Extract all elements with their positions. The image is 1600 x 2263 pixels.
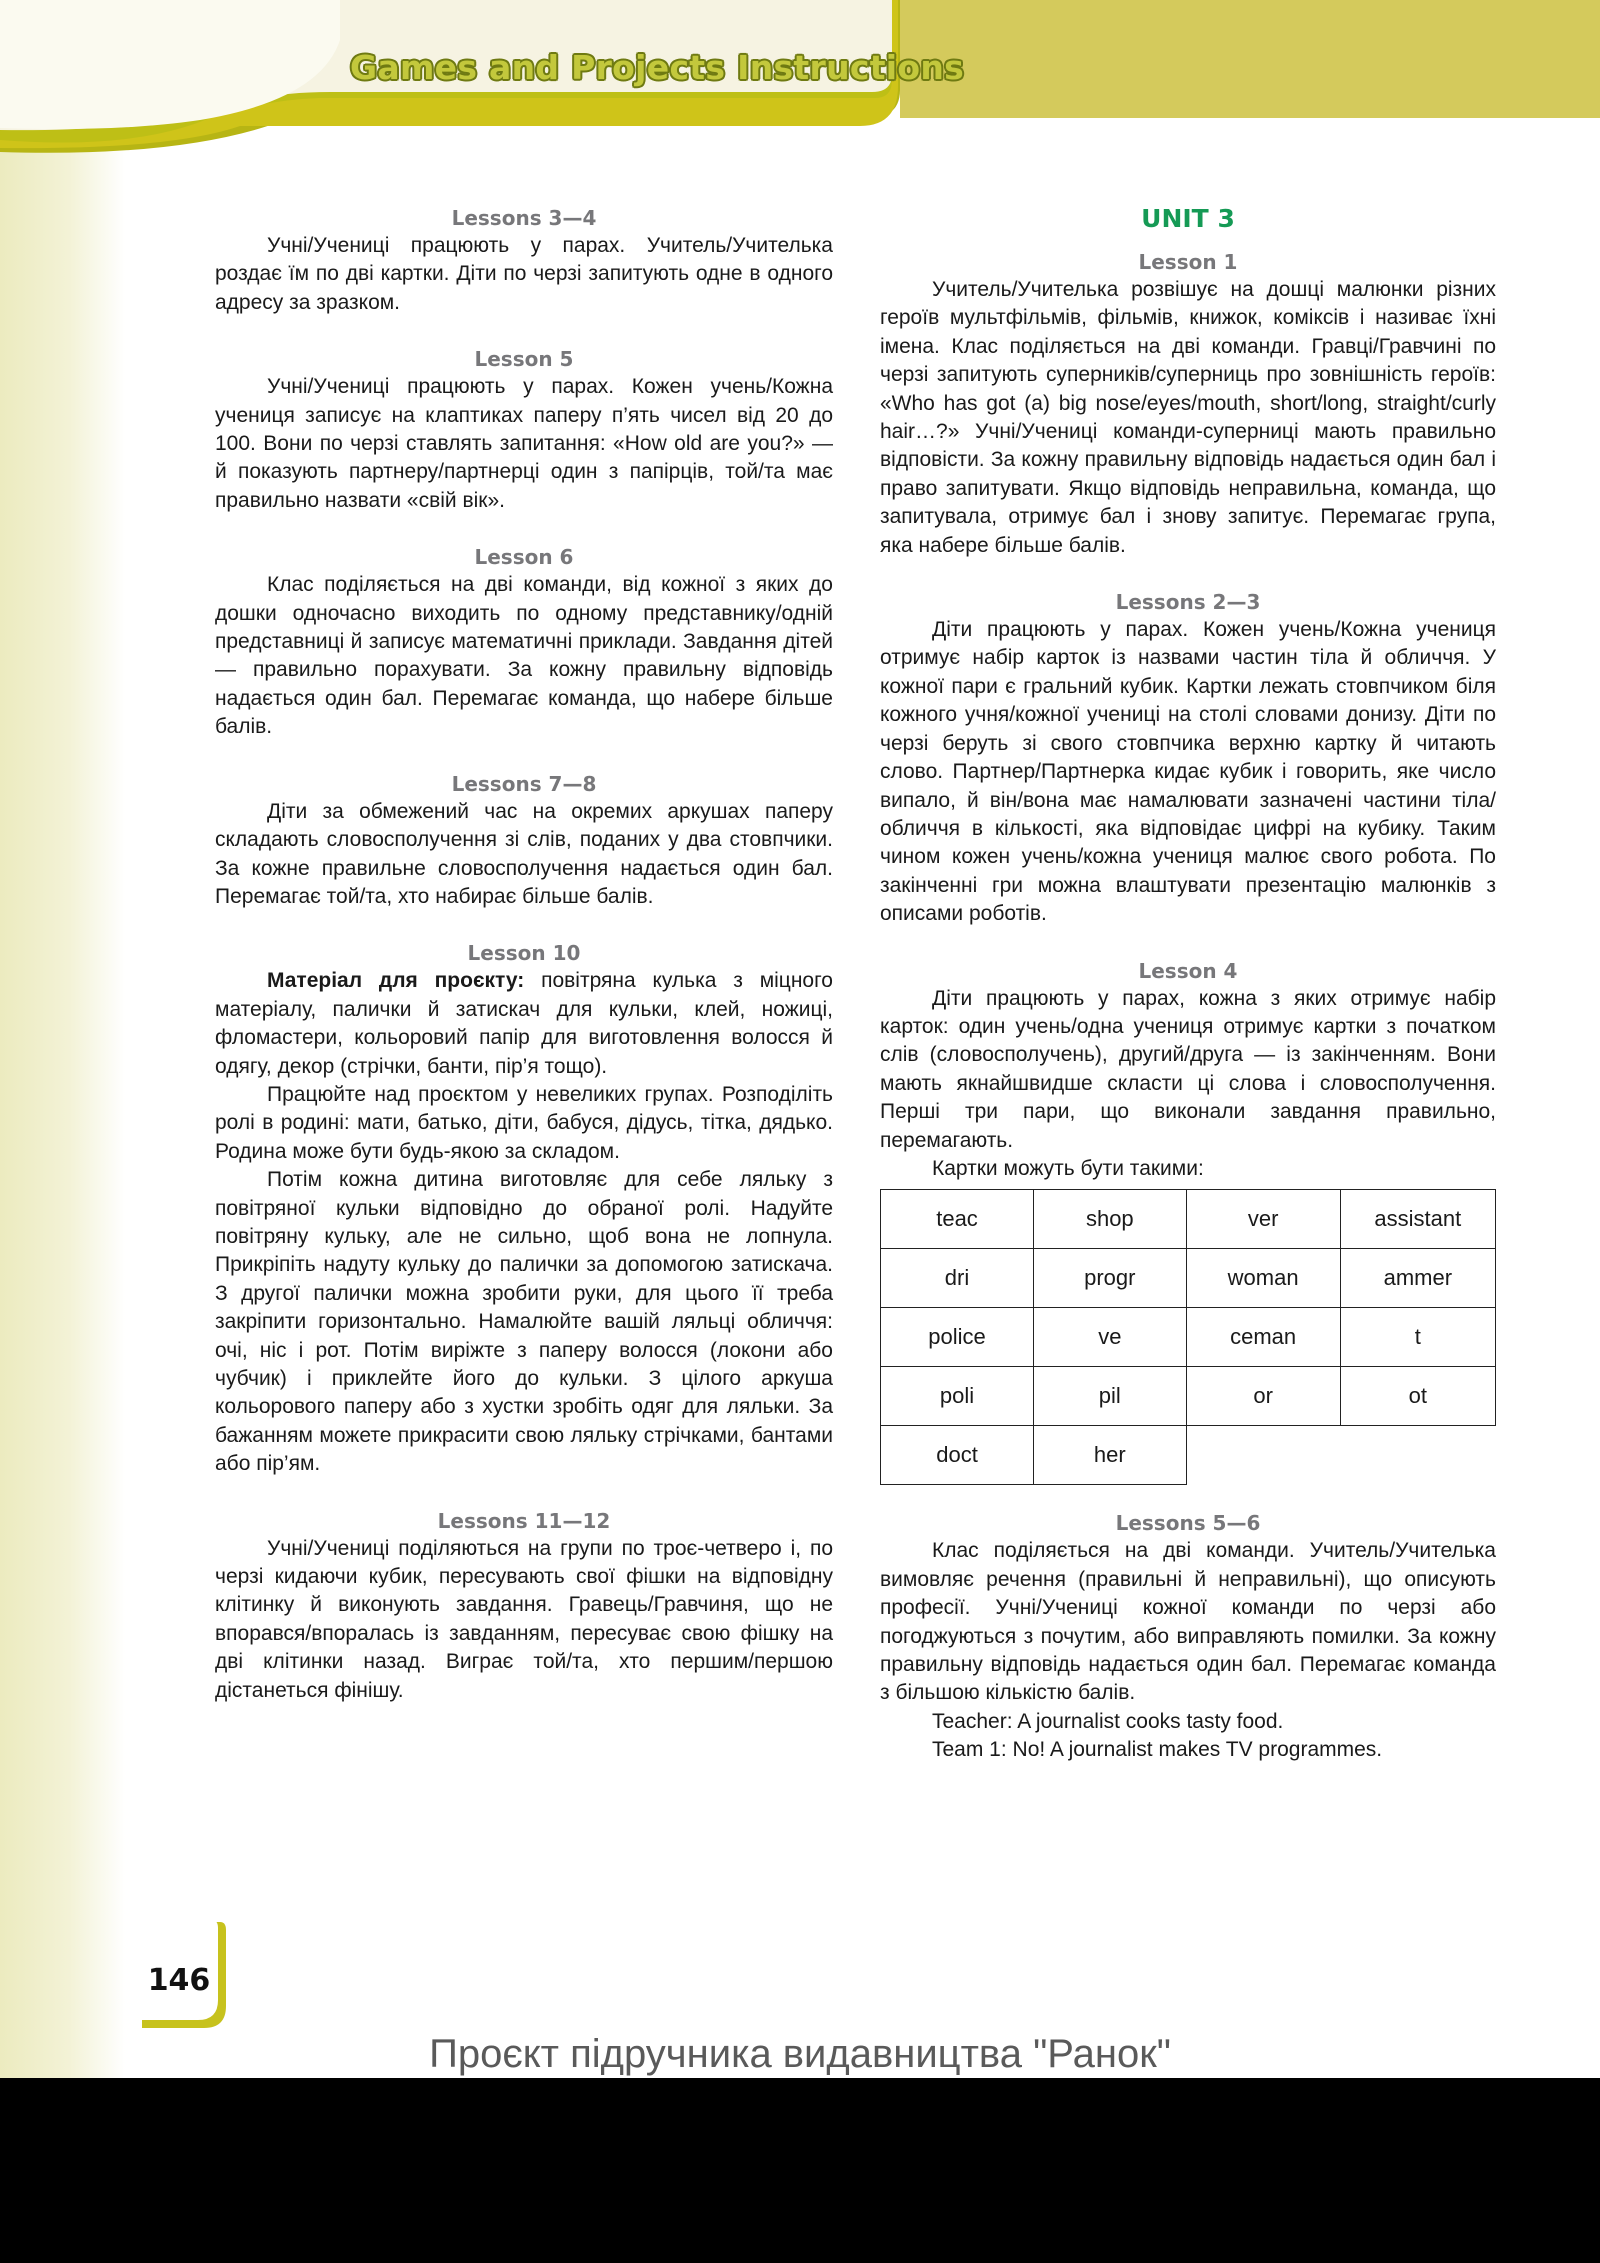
example-teacher: Teacher: A journalist cooks tasty food. xyxy=(932,1709,1284,1733)
table-cell: ammer xyxy=(1340,1249,1495,1308)
heading-lessons-2-3: Lessons 2—3 xyxy=(1115,590,1261,615)
table-cell: doct xyxy=(881,1426,1034,1485)
table-cell: ver xyxy=(1186,1190,1340,1249)
table-row xyxy=(881,1308,1496,1367)
table-cell: woman xyxy=(1186,1249,1340,1308)
material-label: Матеріал для проєкту: xyxy=(267,969,525,993)
table-cell: shop xyxy=(1034,1190,1187,1249)
text-lesson-10-material xyxy=(215,967,833,1081)
heading-lessons-3-4: Lessons 3—4 xyxy=(451,206,597,230)
cards-intro: Картки можуть бути такими: xyxy=(932,1156,1204,1180)
text-lesson-1: Учитель/Учителька розвішує на дошці малюнки різних героїв мультфільмів, фільмів, книжок, коміксів і називає їхні імена. Клас поділяється на дві команди. Гравці/Гравчині по черзі запитують суперників/суперниць про зовнішність героїв: «Who has got (a) big nose/eyes/mouth, short/long, straight/curly hair…?» Учні/Учениці команди-суперниці мають правильно відповісти. За кожну правильну відповідь надається один бал і право запитувати. Якщо відповідь неправильна, команда, що запитувала, отримує бал і знову запитує. Перемагає група, яка набере більше балів. xyxy=(880,278,1496,557)
text-lesson-10-p3: Потім кожна дитина виготовляє для себе ляльку з повітряної кульки відповідно до обраної ролі. Надуйте повітряну кульку, але не сильно, щоб вона не лопнула. Прикріпіть надуту кульку до палички за допомогою затискача. З другої палички можна зробити руки, для цього її треба закріпити горизонтально. Намалюйте вашій ляльці обличчя: очі, ніс і рот. Потім виріжте з паперу волосся (локони або чубчик) і приклейте його до кульки. З цілого аркуша кольорового паперу або з хустки зробіть одяг для ляльки. За бажанням можете прикрасити свою ляльку стрічками, бантами або пір’ям. xyxy=(215,1168,833,1476)
heading-lesson-1: Lesson 1 xyxy=(1138,250,1238,274)
table-cell: t xyxy=(1340,1308,1495,1367)
header-banner xyxy=(0,0,1600,200)
heading-lesson-6: Lesson 6 xyxy=(474,545,574,570)
cards-table xyxy=(880,1189,1496,1485)
footer-watermark-text: Проєкт підручника видавництва "Ранок" xyxy=(429,2032,1171,2076)
heading-lessons-11-12: Lessons 11—12 xyxy=(437,1508,611,1533)
table-row xyxy=(881,1249,1496,1308)
table-row xyxy=(881,1426,1496,1485)
table-cell: ot xyxy=(1340,1367,1495,1426)
heading-lesson-5: Lesson 5 xyxy=(474,347,574,372)
table-cell: or xyxy=(1186,1367,1340,1426)
table-cell: teac xyxy=(881,1190,1034,1249)
table-row xyxy=(881,1190,1496,1249)
heading-lessons-5-6: Lessons 5—6 xyxy=(1115,1511,1261,1536)
text-lesson-5: Учні/Учениці працюють у парах. Кожен учень/Кожна учениця записує на клаптиках паперу п’ять чисел від 20 до 100. Вони по черзі ставлять запитання: «How old are you?» — й показують партнеру/партнерці один з папірців, той/та має правильно назвати «свій вік». xyxy=(215,375,833,512)
right-column xyxy=(880,204,1496,1765)
text-lessons-5-6: Клас поділяється на дві команди. Учитель/Учителька вимовляє речення (правильні й неправильні), що описують професії. Учні/Учениці кожної команди по черзі або погоджуються з почутим, або виправляють помилки. За кожну правильну відповідь надається один бал. Перемагає команда з більшою кількістю балів. xyxy=(880,1539,1496,1705)
header-right-band xyxy=(900,0,1600,118)
header-title: Games and Projects Instructions xyxy=(350,48,965,87)
table-cell: ceman xyxy=(1186,1308,1340,1367)
table-cell: ve xyxy=(1034,1308,1187,1367)
table-cell: poli xyxy=(881,1367,1034,1426)
left-decorative-strip xyxy=(0,0,125,2078)
table-cell: pil xyxy=(1034,1367,1187,1426)
table-cell: police xyxy=(881,1308,1034,1367)
text-lesson-10-p2: Працюйте над проєктом у невеликих групах. Розподіліть ролі в родині: мати, батько, діти, бабуся, дідусь, тітка, дядько. Родина може бути будь-якою за складом. xyxy=(215,1082,833,1163)
text-lessons-2-3: Діти працюють у парах. Кожен учень/Кожна учениця отримує набір карток із назвами частин тіла й обличчя. У кожної пари є гральний кубик. Картки лежать стовпчиком біля кожного учня/кожної учениці на столі словами донизу. Діти по черзі беруть зі свого стовпчика верхню картку й читають слово. Партнер/Партнерка кидає кубик і говорить, яке число випало, й він/вона має намалювати зазначені частини тіла/обличчя в кількості, яка відповідає цифрі на кубику. Таким чином кожен учень/кожна учениця малює свого робота. По закінченні гри можна влаштувати презентацію малюнків з описами роботів. xyxy=(880,618,1496,926)
heading-lesson-10: Lesson 10 xyxy=(467,941,581,966)
table-cell: dri xyxy=(881,1249,1034,1308)
text-lesson-4: Діти працюють у парах, кожна з яких отримує набір карток: один учень/одна учениця отримує картки з початком слів (словосполучень), другий/друга — із закінченням. Вони мають якнайшвидше скласти ці слова і словосполучення. Перші три пари, що виконали завдання правильно, перемагають. xyxy=(880,986,1496,1152)
page-number: 146 xyxy=(147,1963,211,1998)
page-number-badge xyxy=(118,1920,226,2030)
material-text: повітряна кулька з міцного матеріалу, палички й затискач для кульки, клей, ножиці, фломастери, кольоровий папір для виготовлення волосся й одягу, декор (стрічки, банти, пір’я тощо). xyxy=(215,969,833,1078)
heading-lessons-7-8: Lessons 7—8 xyxy=(451,771,597,796)
table-cell: her xyxy=(1034,1426,1187,1485)
example-team: Team 1: No! A journalist makes TV programmes. xyxy=(932,1738,1383,1762)
table-cell: progr xyxy=(1034,1249,1187,1308)
table-row xyxy=(881,1367,1496,1426)
table-cell: assistant xyxy=(1340,1190,1495,1249)
text-lessons-3-4: Учні/Учениці працюють у парах. Учитель/Учителька роздає їм по дві картки. Діти по черзі запитують одне в одного адресу за зразком. xyxy=(215,234,833,314)
table-cell-empty xyxy=(1340,1426,1495,1485)
heading-lesson-4: Lesson 4 xyxy=(1138,958,1238,983)
unit-title: UNIT 3 xyxy=(1141,204,1235,233)
left-column xyxy=(215,204,833,1705)
text-lesson-6: Клас поділяється на дві команди, від кожної з яких до дошки одночасно виходить по одному представнику/одній представниці й записує математичні приклади. Завдання дітей — правильно порахувати. За кожну правильну відповідь надається один бал. Перемагає команда, що набере більше балів. xyxy=(215,573,833,739)
table-cell-empty xyxy=(1186,1426,1340,1485)
text-lessons-11-12: Учні/Учениці поділяються на групи по троє-четверо і, по черзі кидаючи кубик, пересувають свої фішки на відповідну клітинку й виконують завдання. Гравець/Гравчиня, що не впорався/впоралась із завданням, пересуває свою фішку на дві клітинки назад. Виграє той/та, хто першим/першою дістанеться фінішу. xyxy=(215,1536,833,1702)
text-lessons-7-8: Діти за обмежений час на окремих аркушах паперу складають словосполучення зі слів, поданих у два стовпчики. За кожне правильне словосполучення надається один бал. Перемагає той/та, хто набирає більше балів. xyxy=(215,799,833,908)
